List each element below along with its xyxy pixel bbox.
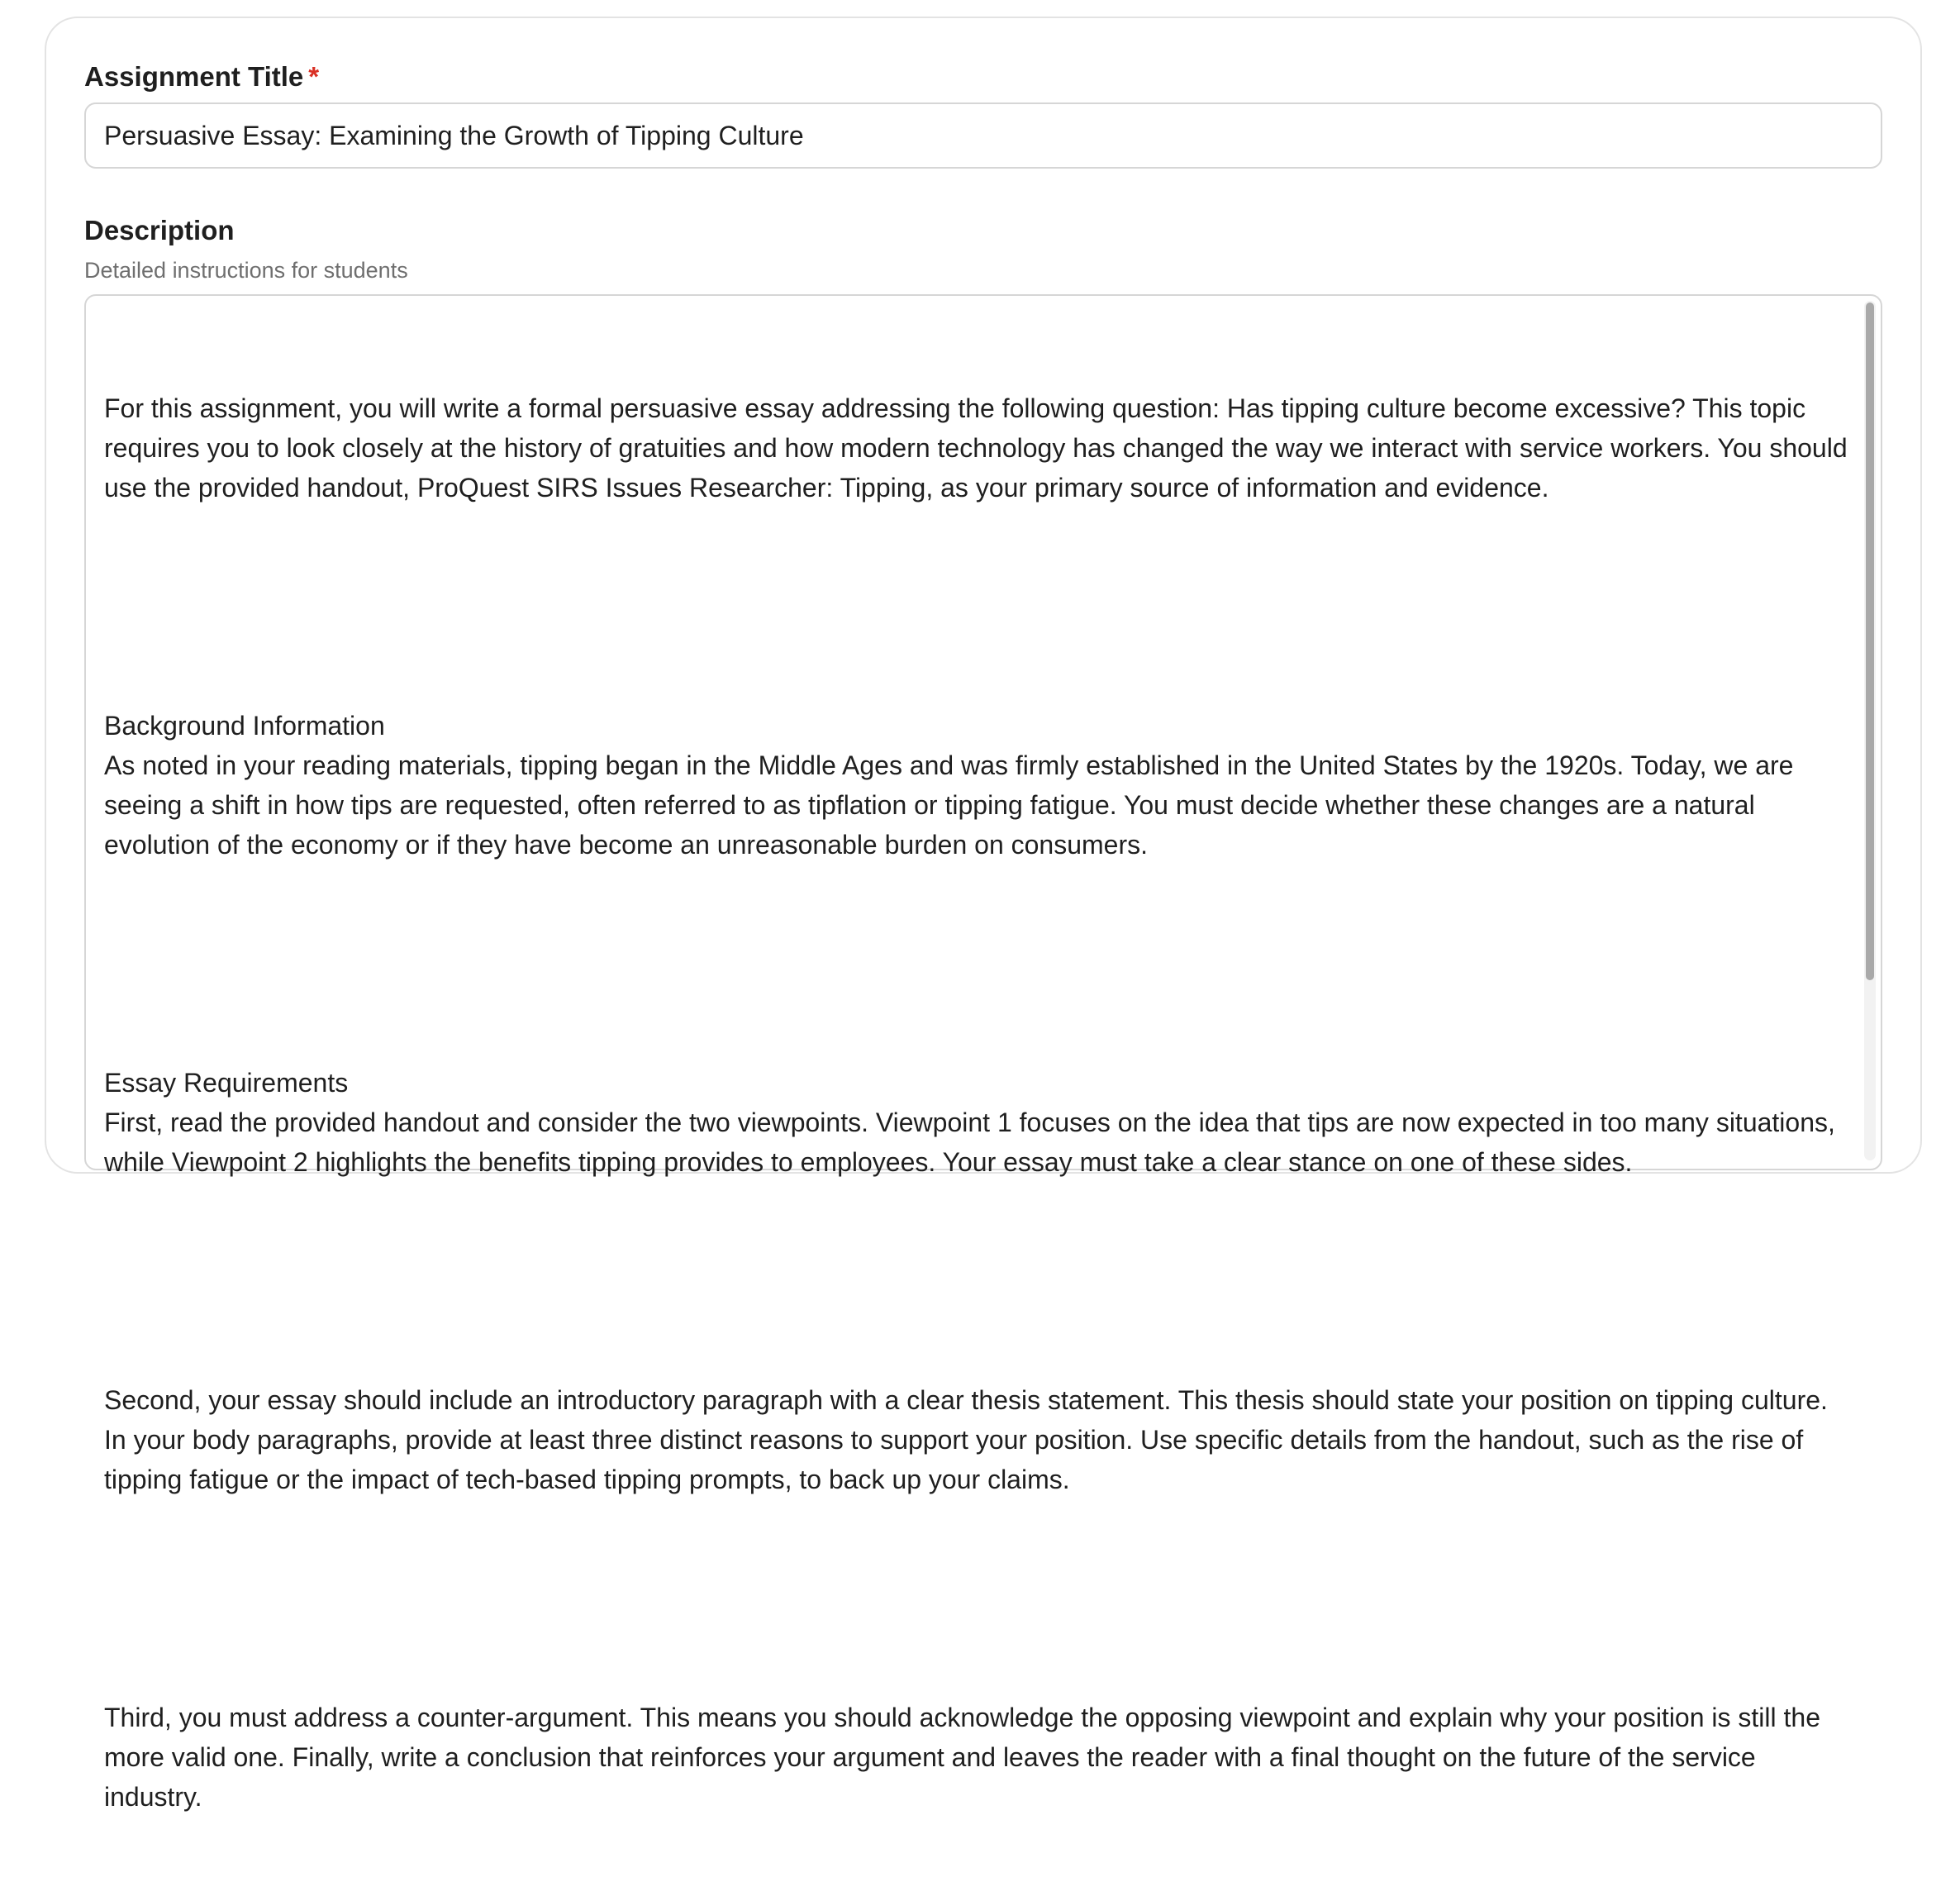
assignment-title-label-text: Assignment Title	[84, 61, 304, 92]
description-paragraph-background: Background Information As noted in your reading materials, tipping began in the Middle Ages and was firmly established in the United States by the 1920s. Today, we are seeing a shift in how tips are requested, often referred to as tipflation or tipping fatigue. You must decide whether these changes are a natural evolution of the economy or if they have become an unreasonable burden on consumers.	[104, 711, 1794, 860]
assignment-title-label	[84, 63, 319, 90]
description-paragraph-spacer	[104, 1261, 1848, 1301]
description-textarea[interactable]	[84, 294, 1882, 1812]
description-scrollbar-thumb[interactable]	[1866, 303, 1874, 980]
description-paragraph-second: Second, your essay should include an introductory paragraph with a clear thesis statement. This thesis should state your position on tipping culture. In your body paragraphs, provide at least three distinct reasons to support your position. Use specific details from the handout, such as the rise of tipping fatigue or the impact of tech-based tipping prompts, to back up your claims.	[104, 1385, 1835, 1494]
description-paragraph-third: Third, you must address a counter-argument. This means you should acknowledge the opposing viewpoint and explain why your position is still the more valid one. Finally, write a conclusion that reinforces your argument and leaves the reader with a final thought on the future of the service industry.	[104, 1703, 1828, 1812]
assignment-title-input[interactable]	[84, 102, 1882, 169]
description-paragraph-spacer	[104, 944, 1848, 984]
description-helper-text: Detailed instructions for students	[84, 258, 408, 283]
description-paragraph-requirements: Essay Requirements First, read the provided handout and consider the two viewpoints. Viewpoint 1 focuses on the idea that tips are now expected in too many situations, while Viewpoint 2 highlights the benefits tipping provides to employees. Your essay must take a clear stance on one of these sides.	[104, 1068, 1835, 1177]
description-paragraph-spacer	[104, 587, 1848, 626]
description-paragraph-spacer	[104, 1579, 1848, 1618]
description-label: Description	[84, 215, 235, 245]
description-paragraph-intro: For this assignment, you will write a formal persuasive essay addressing the following question: Has tipping culture become excessive? This topic requires you to look closely at the history of gratuities and how modern technology has changed the way we interact with service workers. You should use the provided handout, ProQuest SIRS Issues Researcher: Tipping, as your primary source of information and evidence.	[104, 393, 1855, 503]
description-content	[104, 309, 1855, 1896]
required-marker: *	[308, 61, 320, 92]
